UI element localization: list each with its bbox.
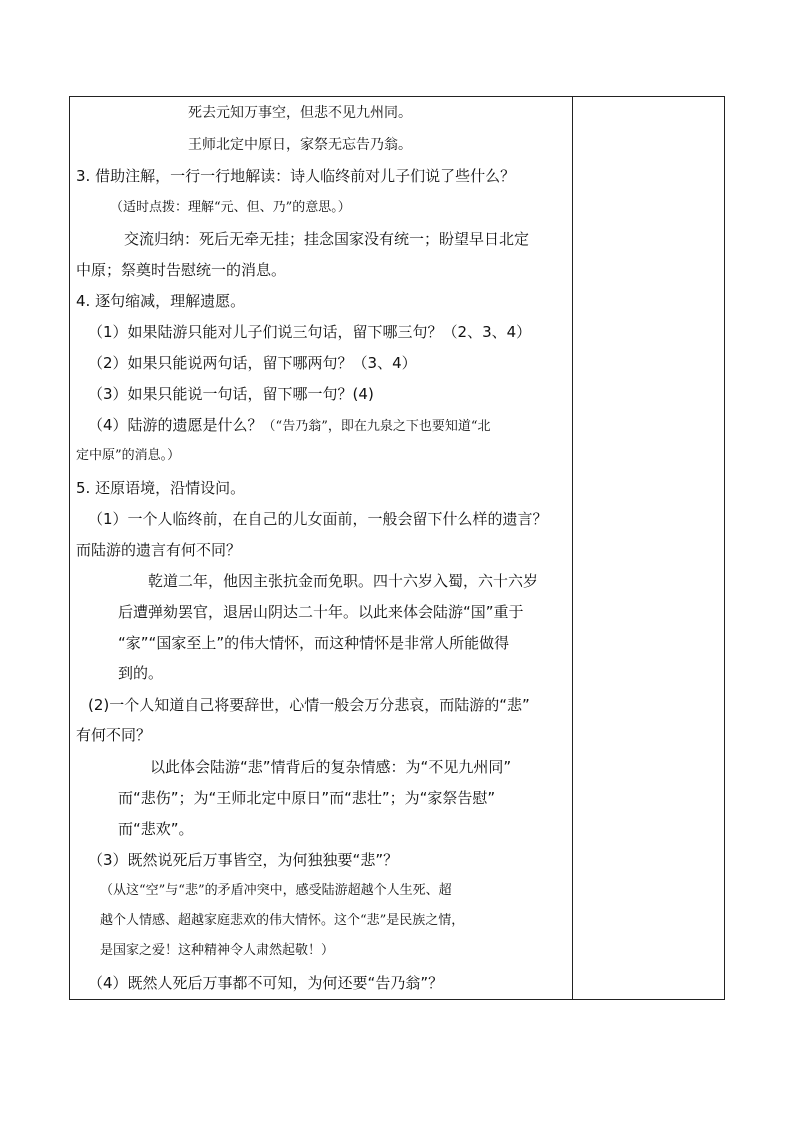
item5-question-4: （4）既然人死后万事都不可知，为何还要“告乃翁”？: [88, 974, 444, 992]
item3-summary-line-2: 中原；祭奠时告慰统一的消息。: [76, 261, 287, 279]
item5-note-3-line-1: （从这“空”与“悲”的矛盾冲突中，感受陆游超越个人生死、超: [100, 883, 452, 898]
item5-note-3-line-3: 是国家之爱！这种精神令人肃然起敬！）: [100, 943, 335, 958]
item4-question-4-answer-cont: 定中原”的消息。）: [76, 448, 181, 463]
item4-question-3: （3）如果只能说一句话，留下哪一句？(4): [88, 385, 374, 403]
item4-question-4: [88, 417, 491, 433]
lesson-table: [69, 96, 725, 1000]
item5-answer-1-line-2: 后遭弹劾罢官，退居山阴达二十年。以此来体会陆游“国”重于: [118, 603, 524, 621]
item5-answer-1-line-1: 乾道二年，他因主张抗金而免职。四十六岁入蜀，六十六岁: [148, 572, 539, 590]
item3-tip: （适时点拨：理解“元、但、乃”的意思。）: [110, 200, 351, 215]
item5-answer-2-line-3: 而“悲欢”。: [118, 820, 194, 838]
item4-question-1: （1）如果陆游只能对儿子们说三句话，留下哪三句？（2、3、4）: [88, 323, 532, 341]
item5-question-1-line-1: （1）一个人临终前，在自己的儿女面前，一般会留下什么样的遗言？: [88, 510, 548, 528]
item5-question-3: （3）既然说死后万事皆空，为何独独要“悲”？: [88, 851, 399, 869]
item3-heading: 3. 借助注解，一行一行地解读：诗人临终前对儿子们说了些什么？: [76, 167, 516, 185]
item5-note-3-line-2: 越个人情感、超越家庭悲欢的伟大情怀。这个“悲”是民族之情，: [100, 913, 465, 928]
item4-question-4-answer: （“告乃翁”，即在九泉之下也要知道“北: [262, 419, 491, 434]
item4-heading: 4. 逐句缩减，理解遗愿。: [76, 292, 246, 310]
item5-answer-1-line-4: 到的。: [118, 664, 164, 682]
notes-cell: [573, 97, 725, 999]
item5-heading: 5. 还原语境，沿情设问。: [76, 479, 246, 497]
poem-line-2: 王师北定中原日，家祭无忘告乃翁。: [188, 137, 412, 153]
item5-answer-2-line-1: 以此体会陆游“悲”情背后的复杂情感：为“不见九州同”: [150, 758, 512, 776]
item5-question-2-line-1: (2)一个人知道自己将要辞世，心情一般会万分悲哀，而陆游的“悲”: [88, 696, 530, 714]
item4-question-4-text: （4）陆游的遗愿是什么？: [88, 416, 263, 434]
item5-question-1-line-2: 而陆游的遗言有何不同？: [76, 541, 242, 559]
poem-line-1: 死去元知万事空，但悲不见九州同。: [188, 105, 412, 121]
item3-summary-line-1: 交流归纳：死后无牵无挂；挂念国家没有统一；盼望早日北定: [124, 230, 530, 248]
item5-answer-2-line-2: 而“悲伤”；为“王师北定中原日”而“悲壮”；为“家祭告慰”: [118, 789, 496, 807]
content-cell: [70, 97, 572, 999]
item5-answer-1-line-3: “家”“国家至上”的伟大情怀，而这种情怀是非常人所能做得: [118, 634, 510, 652]
item4-question-2: （2）如果只能说两句话，留下哪两句？（3、4）: [88, 354, 417, 372]
item5-question-2-line-2: 有何不同？: [76, 726, 152, 744]
